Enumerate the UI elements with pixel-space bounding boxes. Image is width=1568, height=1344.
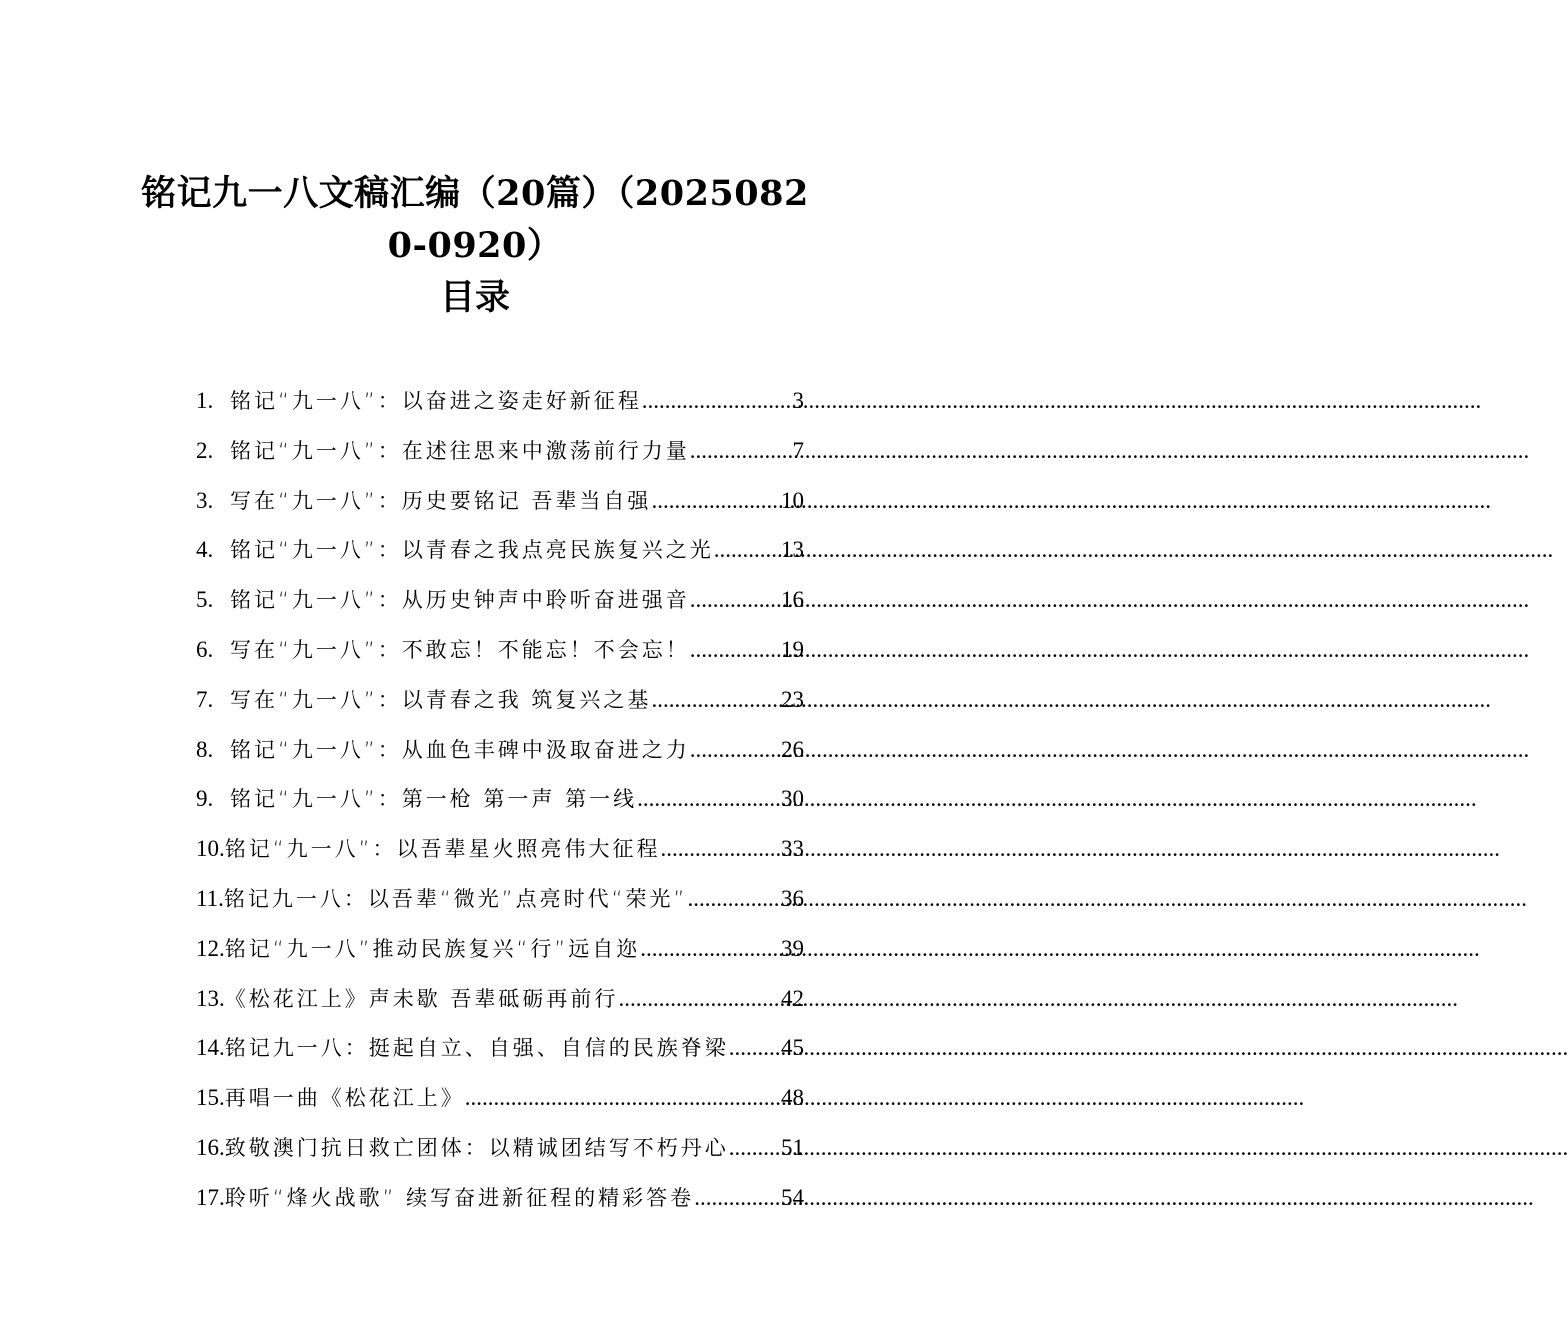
toc-dot-leader xyxy=(690,426,793,476)
toc-entry-number: 1. xyxy=(196,388,214,413)
toc-entry[interactable] xyxy=(196,725,804,775)
toc-entry-page-number: 26 xyxy=(781,736,804,762)
toc-dot-leader xyxy=(729,1023,781,1073)
toc-entry-number: 16. xyxy=(196,1134,225,1160)
toc-entry-number: 3. xyxy=(196,487,214,513)
toc-entry[interactable] xyxy=(196,376,804,426)
toc-entry-page-number: 7 xyxy=(792,437,804,463)
toc-entry-title: 写在“九一八”：历史要铭记 吾辈当自强 xyxy=(230,488,652,513)
toc-entry-page-number: 45 xyxy=(781,1035,804,1061)
toc-entry[interactable] xyxy=(196,874,804,924)
document-title-line-1: 铭记九一八文稿汇编（20篇）（2025082 xyxy=(141,173,809,214)
toc-entry-page-number: 51 xyxy=(781,1134,804,1160)
toc-entry-title: 铭记“九一八”推动民族复兴“行”远自迩 xyxy=(224,936,641,961)
toc-dot-leader xyxy=(661,824,781,874)
toc-entry-number: 8. xyxy=(196,736,214,762)
toc-entry-page-number: 3 xyxy=(792,388,804,413)
toc-dot-leader xyxy=(642,376,793,426)
toc-entry-page-number: 16 xyxy=(781,587,804,613)
toc-dot-leader xyxy=(618,974,781,1024)
toc-entry-page-number: 19 xyxy=(781,636,804,662)
toc-dot-leader xyxy=(465,1073,781,1123)
document-title-line-2: 0-0920） xyxy=(387,225,563,266)
toc-entry-title: 铭记“九一八”：第一枪 第一声 第一线 xyxy=(230,787,638,812)
toc-dot-leader xyxy=(637,774,781,824)
toc-dot-leader xyxy=(687,874,781,924)
toc-entry-title: 再唱一曲《松花江上》 xyxy=(224,1086,465,1111)
toc-entry[interactable] xyxy=(196,924,804,974)
toc-entry-number: 4. xyxy=(196,537,214,563)
toc-entry-page-number: 30 xyxy=(781,786,804,812)
toc-entry-number: 10. xyxy=(196,836,225,862)
toc-entry-number: 11. xyxy=(196,885,224,911)
toc-entry-title: 致敬澳门抗日救亡团体：以精诚团结写不朽丹心 xyxy=(224,1135,729,1160)
toc-dot-leader xyxy=(651,675,781,725)
toc-entry-title: 聆听“烽火战歌” 续写奋进新征程的精彩答卷 xyxy=(224,1185,695,1210)
toc-entry[interactable] xyxy=(196,675,804,725)
toc-entry[interactable] xyxy=(196,824,804,874)
toc-entry-title: 铭记“九一八”：以奋进之姿走好新征程 xyxy=(230,389,642,413)
toc-entry-number: 5. xyxy=(196,587,214,613)
toc-entry-number: 13. xyxy=(196,985,225,1011)
toc-entry-title: 铭记“九一八”：以吾辈星火照亮伟大征程 xyxy=(224,837,661,862)
toc-entry[interactable] xyxy=(196,625,804,675)
toc-entry-title: 写在“九一八”：不敢忘！不能忘！不会忘！ xyxy=(230,637,690,662)
toc-entry-title: 铭记“九一八”：以青春之我点亮民族复兴之光 xyxy=(230,538,714,563)
toc-entry-title: 铭记“九一八”：从历史钟声中聆听奋进强音 xyxy=(230,588,690,613)
toc-entry-title: 铭记九一八：以吾辈“微光”点亮时代“荣光” xyxy=(223,886,688,911)
toc-dot-leader xyxy=(651,476,781,526)
toc-dot-leader xyxy=(690,575,781,625)
toc-entry-title: 铭记九一八：挺起自立、自强、自信的民族脊梁 xyxy=(224,1036,729,1061)
toc-dot-leader xyxy=(640,924,781,974)
toc-entry[interactable] xyxy=(196,1173,804,1223)
toc-entry[interactable] xyxy=(196,575,804,625)
toc-dot-leader xyxy=(714,525,781,575)
toc-dot-leader xyxy=(729,1123,781,1173)
toc-entry-page-number: 33 xyxy=(781,836,804,862)
toc-entry-page-number: 54 xyxy=(781,1184,804,1210)
toc-entry[interactable] xyxy=(196,476,804,526)
toc-entry-title: 写在“九一八”：以青春之我 筑复兴之基 xyxy=(230,687,652,712)
toc-dot-leader xyxy=(690,725,781,775)
toc-entry[interactable] xyxy=(196,774,804,824)
toc-entry-title: 铭记“九一八”：在述往思来中激荡前行力量 xyxy=(230,438,690,463)
toc-heading: 目录 xyxy=(439,277,510,318)
toc-entry-number: 7. xyxy=(196,686,214,712)
toc-entry-number: 15. xyxy=(196,1085,225,1111)
toc-entry-page-number: 39 xyxy=(781,935,804,961)
toc-entry-page-number: 42 xyxy=(781,985,804,1011)
toc-entry-title: 《松花江上》声未歇 吾辈砥砺再前行 xyxy=(224,986,619,1011)
toc-dot-leader xyxy=(694,1173,781,1223)
toc-entry[interactable] xyxy=(196,525,804,575)
toc-entry-number: 17. xyxy=(196,1184,225,1210)
toc-entry[interactable] xyxy=(196,1073,804,1123)
toc-entry-number: 6. xyxy=(196,636,214,662)
document-title xyxy=(0,168,950,272)
toc-entry-page-number: 36 xyxy=(781,885,804,911)
toc-entry-page-number: 48 xyxy=(781,1085,804,1111)
toc-entry-number: 9. xyxy=(196,786,214,812)
toc-entry-number: 12. xyxy=(196,935,225,961)
toc-dot-leader xyxy=(690,625,781,675)
toc-entry-number: 2. xyxy=(196,437,214,463)
toc-entry[interactable] xyxy=(196,974,804,1024)
toc-entry-page-number: 10 xyxy=(781,487,804,513)
toc-entry[interactable] xyxy=(196,1023,804,1073)
toc-entry[interactable] xyxy=(196,426,804,476)
toc-entry-page-number: 23 xyxy=(781,686,804,712)
toc-entry-title: 铭记“九一八”：从血色丰碑中汲取奋进之力 xyxy=(230,737,690,762)
toc-entry-page-number: 13 xyxy=(781,537,804,563)
table-of-contents xyxy=(196,376,804,1223)
toc-entry[interactable] xyxy=(196,1123,804,1173)
toc-entry-number: 14. xyxy=(196,1035,225,1061)
